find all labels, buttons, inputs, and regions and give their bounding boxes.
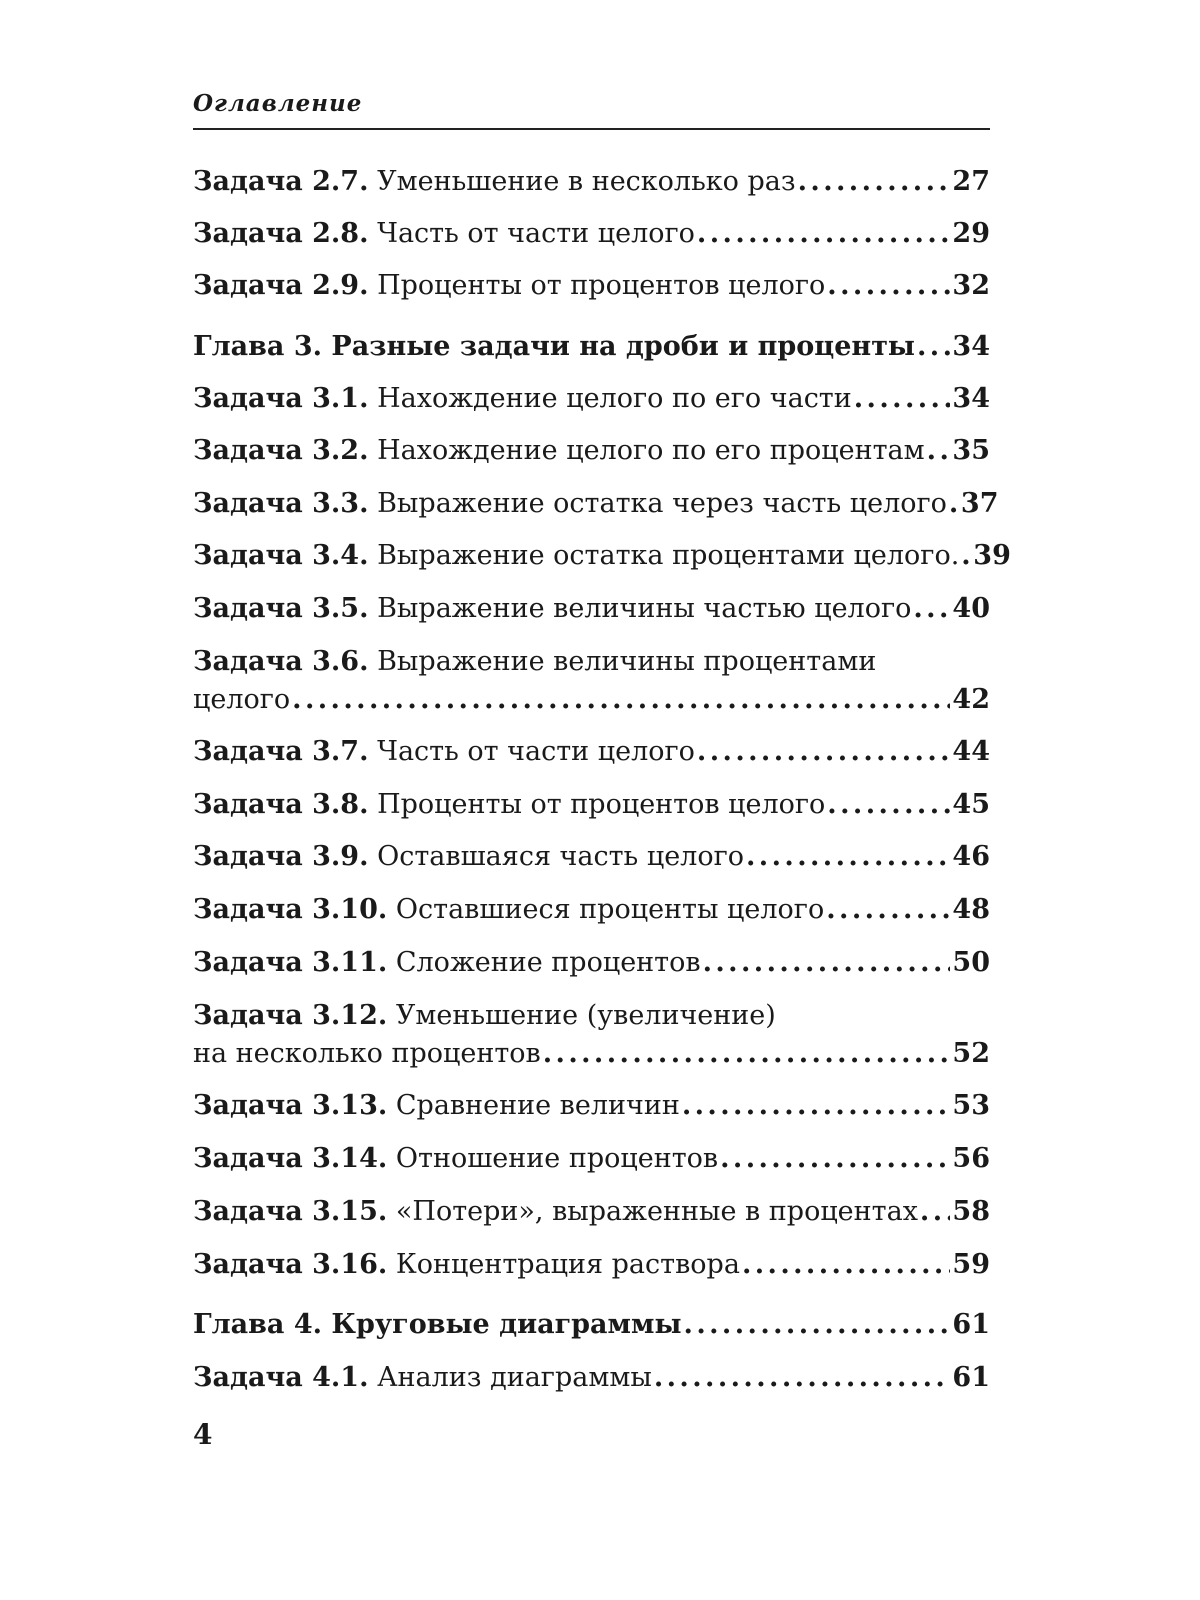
- toc-entry[interactable]: [193, 382, 990, 416]
- entry-title: Проценты от процентов целого: [377, 789, 826, 820]
- entry-title: Концентрация раствора: [395, 1249, 740, 1280]
- dot-leader: [854, 382, 951, 416]
- entry-title-continued: целого: [193, 684, 291, 715]
- entry-title: Часть от части целого: [377, 218, 695, 249]
- dot-leader: [827, 788, 950, 822]
- entry-label: Задача 3.7.: [193, 736, 369, 767]
- entry-title: Сравнение величин: [395, 1090, 680, 1121]
- entry-title: Анализ диаграммы: [377, 1362, 652, 1393]
- entry-label: Задача 3.12.: [193, 1000, 388, 1031]
- dot-leader: [720, 1142, 950, 1176]
- entry-title: Оставшаяся часть целого: [377, 841, 744, 872]
- entry-page: 61: [952, 1362, 990, 1393]
- dot-leader: [927, 434, 951, 468]
- toc-entry[interactable]: [193, 946, 990, 980]
- entry-label: Задача 3.11.: [193, 947, 388, 978]
- entry-title: Выражение остатка через часть целого: [377, 488, 947, 519]
- dot-leader: [746, 840, 950, 874]
- entry-page: 48: [952, 894, 990, 925]
- dot-leader: [697, 735, 951, 769]
- dot-leader: [961, 539, 971, 573]
- toc-entry[interactable]: [193, 269, 990, 303]
- toc-entry[interactable]: [193, 1089, 990, 1123]
- entry-page: 37: [960, 488, 999, 519]
- dot-leader: [827, 269, 950, 303]
- entry-page: 32: [952, 270, 990, 301]
- entry-page: 50: [952, 947, 990, 978]
- dot-leader: [543, 1037, 951, 1071]
- running-header: Оглавление: [193, 90, 363, 117]
- entry-label: Задача 3.9.: [193, 841, 369, 872]
- entry-page: 44: [952, 736, 990, 767]
- entry-label: Задача 2.9.: [193, 270, 369, 301]
- toc-entry[interactable]: [193, 1142, 990, 1176]
- dot-leader: [682, 1089, 951, 1123]
- entry-title: Нахождение целого по его процентам: [377, 435, 925, 466]
- entry-page: 35: [952, 435, 990, 466]
- page-number: 4: [193, 1418, 213, 1451]
- entry-title: Выражение остатка процентами целого.: [377, 540, 960, 571]
- entry-page: 42: [952, 684, 990, 715]
- entry-title: Проценты от процентов целого: [377, 270, 826, 301]
- entry-page: 34: [952, 383, 990, 414]
- toc-entry[interactable]: [193, 645, 990, 717]
- entry-title: Нахождение целого по его части: [377, 383, 852, 414]
- toc-entry[interactable]: [193, 434, 990, 468]
- toc-entry[interactable]: [193, 487, 999, 521]
- dot-leader: [949, 487, 959, 521]
- entry-page: 58: [952, 1196, 990, 1227]
- entry-label: Задача 3.3.: [193, 488, 369, 519]
- entry-label: Задача 2.8.: [193, 218, 369, 249]
- entry-label: Задача 3.10.: [193, 894, 388, 925]
- entry-page: 59: [952, 1249, 990, 1280]
- entry-page: 53: [952, 1090, 990, 1121]
- entry-title: Выражение величины процентами: [377, 646, 877, 677]
- toc-entry[interactable]: [193, 1361, 990, 1395]
- chapter-title: Разные задачи на дроби и проценты: [331, 331, 915, 362]
- toc-entry[interactable]: [193, 999, 990, 1071]
- toc-entry[interactable]: [193, 840, 990, 874]
- dot-leader: [798, 165, 951, 199]
- entry-label: Задача 3.14.: [193, 1143, 388, 1174]
- entry-page: 61: [952, 1309, 990, 1340]
- chapter-label: Глава 4.: [193, 1309, 323, 1340]
- dot-leader: [742, 1248, 950, 1282]
- entry-label: Задача 3.8.: [193, 789, 369, 820]
- entry-label: Задача 3.5.: [193, 593, 369, 624]
- toc-entry[interactable]: [193, 592, 990, 626]
- dot-leader: [920, 1195, 951, 1229]
- chapter-title: Круговые диаграммы: [331, 1309, 682, 1340]
- entry-label: Задача 3.15.: [193, 1196, 388, 1227]
- toc-entry[interactable]: [193, 165, 990, 199]
- entry-title: «Потери», выраженные в процентах: [395, 1196, 918, 1227]
- header-rule: [193, 128, 990, 130]
- entry-label: Задача 3.13.: [193, 1090, 388, 1121]
- entry-page: 34: [952, 331, 990, 362]
- toc-entry[interactable]: [193, 1248, 990, 1282]
- entry-label: Задача 3.1.: [193, 383, 369, 414]
- entry-label: Задача 3.6.: [193, 646, 369, 677]
- entry-label: Задача 2.7.: [193, 166, 369, 197]
- entry-page: 39: [973, 540, 1011, 571]
- dot-leader: [703, 946, 951, 980]
- entry-title: Уменьшение (увеличение): [395, 1000, 776, 1031]
- chapter-label: Глава 3.: [193, 331, 323, 362]
- dot-leader: [826, 893, 950, 927]
- toc-entry[interactable]: [193, 893, 990, 927]
- dot-leader: [913, 592, 950, 626]
- entry-page: 45: [952, 789, 990, 820]
- toc-chapter-entry[interactable]: [193, 1308, 990, 1342]
- dot-leader: [654, 1361, 951, 1395]
- entry-page: 40: [952, 593, 990, 624]
- entry-page: 52: [952, 1038, 990, 1069]
- toc-entry[interactable]: [193, 217, 990, 251]
- toc-chapter-entry[interactable]: [193, 330, 990, 364]
- entry-label: Задача 3.16.: [193, 1249, 388, 1280]
- dot-leader: [917, 330, 950, 364]
- entry-label: Задача 3.2.: [193, 435, 369, 466]
- toc-entry[interactable]: [193, 788, 990, 822]
- entry-title-continued: на несколько процентов: [193, 1038, 541, 1069]
- entry-title: Часть от части целого: [377, 736, 695, 767]
- entry-title: Уменьшение в несколько раз: [377, 166, 796, 197]
- toc-entry[interactable]: [193, 539, 1011, 573]
- entry-title: Отношение процентов: [395, 1143, 719, 1174]
- toc-entry[interactable]: [193, 1195, 990, 1229]
- entry-page: 46: [952, 841, 990, 872]
- dot-leader: [684, 1308, 951, 1342]
- dot-leader: [292, 683, 950, 717]
- entry-page: 27: [952, 166, 990, 197]
- entry-label: Задача 3.4.: [193, 540, 369, 571]
- entry-label: Задача 4.1.: [193, 1362, 369, 1393]
- entry-title: Сложение процентов: [395, 947, 701, 978]
- entry-page: 29: [952, 218, 990, 249]
- entry-title: Выражение величины частью целого: [377, 593, 912, 624]
- entry-title: Оставшиеся проценты целого: [395, 894, 825, 925]
- dot-leader: [697, 217, 951, 251]
- entry-page: 56: [952, 1143, 990, 1174]
- toc-entry[interactable]: [193, 735, 990, 769]
